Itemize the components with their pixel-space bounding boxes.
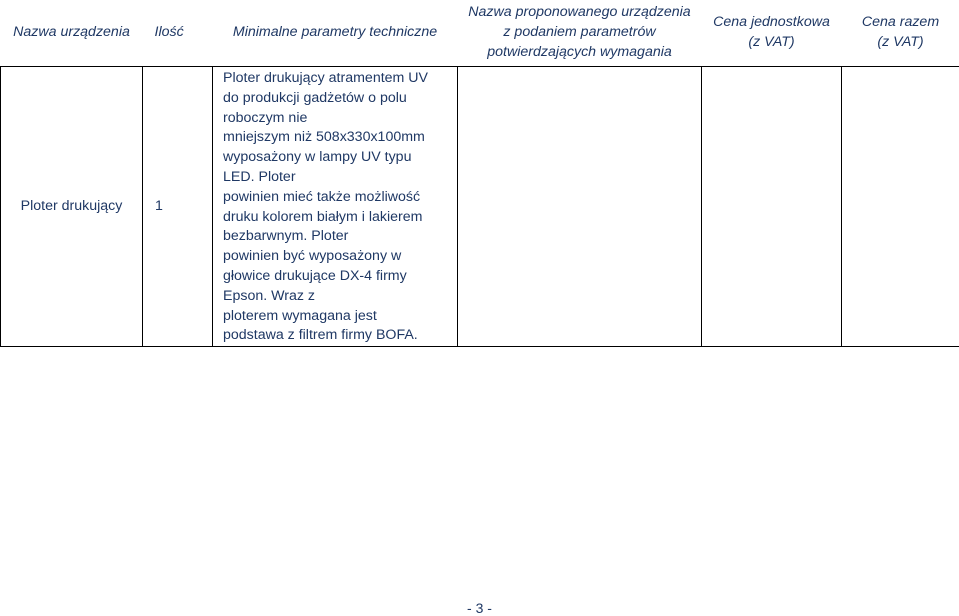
- param-line: ploterem wymagana jest: [223, 307, 377, 324]
- header-quantity: Ilość: [143, 0, 213, 67]
- cell-proposed-device[interactable]: [458, 67, 702, 347]
- header-total-price-line-1: Cena razem: [861, 14, 940, 31]
- cell-device-name: Ploter drukujący: [1, 67, 143, 347]
- header-proposed-line-1: Nazwa proponowanego urządzenia: [468, 4, 691, 21]
- cell-total-price[interactable]: [842, 67, 959, 347]
- header-proposed-line-2: z podaniem parametrów: [503, 24, 656, 41]
- cell-quantity: 1: [143, 67, 213, 347]
- param-line: podstawa z filtrem firmy BOFA.: [223, 327, 418, 344]
- header-device-name: Nazwa urządzenia: [1, 0, 143, 67]
- cell-unit-price[interactable]: [702, 67, 842, 347]
- param-line: do produkcji gadżetów o polu: [223, 89, 407, 106]
- table-header-row: [1, 0, 959, 67]
- param-line: głowice drukujące DX-4 firmy: [223, 267, 407, 284]
- param-line: LED. Ploter: [223, 168, 296, 185]
- param-line: powinien być wyposażony w: [223, 248, 402, 265]
- param-line: mniejszym niż 508x330x100mm: [223, 129, 425, 146]
- header-total-price-line-2: (z VAT): [877, 34, 924, 50]
- cell-min-params: [213, 67, 458, 347]
- header-proposed-device: [458, 0, 702, 67]
- param-line: Epson. Wraz z: [223, 287, 315, 304]
- header-unit-price-line-1: Cena jednostkowa: [713, 14, 830, 31]
- header-min-params: Minimalne parametry techniczne: [213, 0, 458, 67]
- param-line: bezbarwnym. Ploter: [223, 228, 349, 245]
- param-line: roboczym nie: [223, 109, 308, 126]
- header-unit-price-line-2: (z VAT): [748, 34, 795, 50]
- page-number: - 3 -: [467, 600, 492, 616]
- param-line: Ploter drukujący atramentem UV: [223, 70, 429, 86]
- param-line: wyposażony w lampy UV typu: [223, 149, 412, 166]
- param-line: druku kolorem białym i lakierem: [223, 208, 423, 225]
- header-proposed-line-3: potwierdzających wymagania: [487, 43, 672, 60]
- header-total-price: [842, 0, 959, 67]
- header-unit-price: [702, 0, 842, 67]
- table-row: [1, 67, 959, 347]
- param-line: powinien mieć także możliwość: [223, 188, 421, 205]
